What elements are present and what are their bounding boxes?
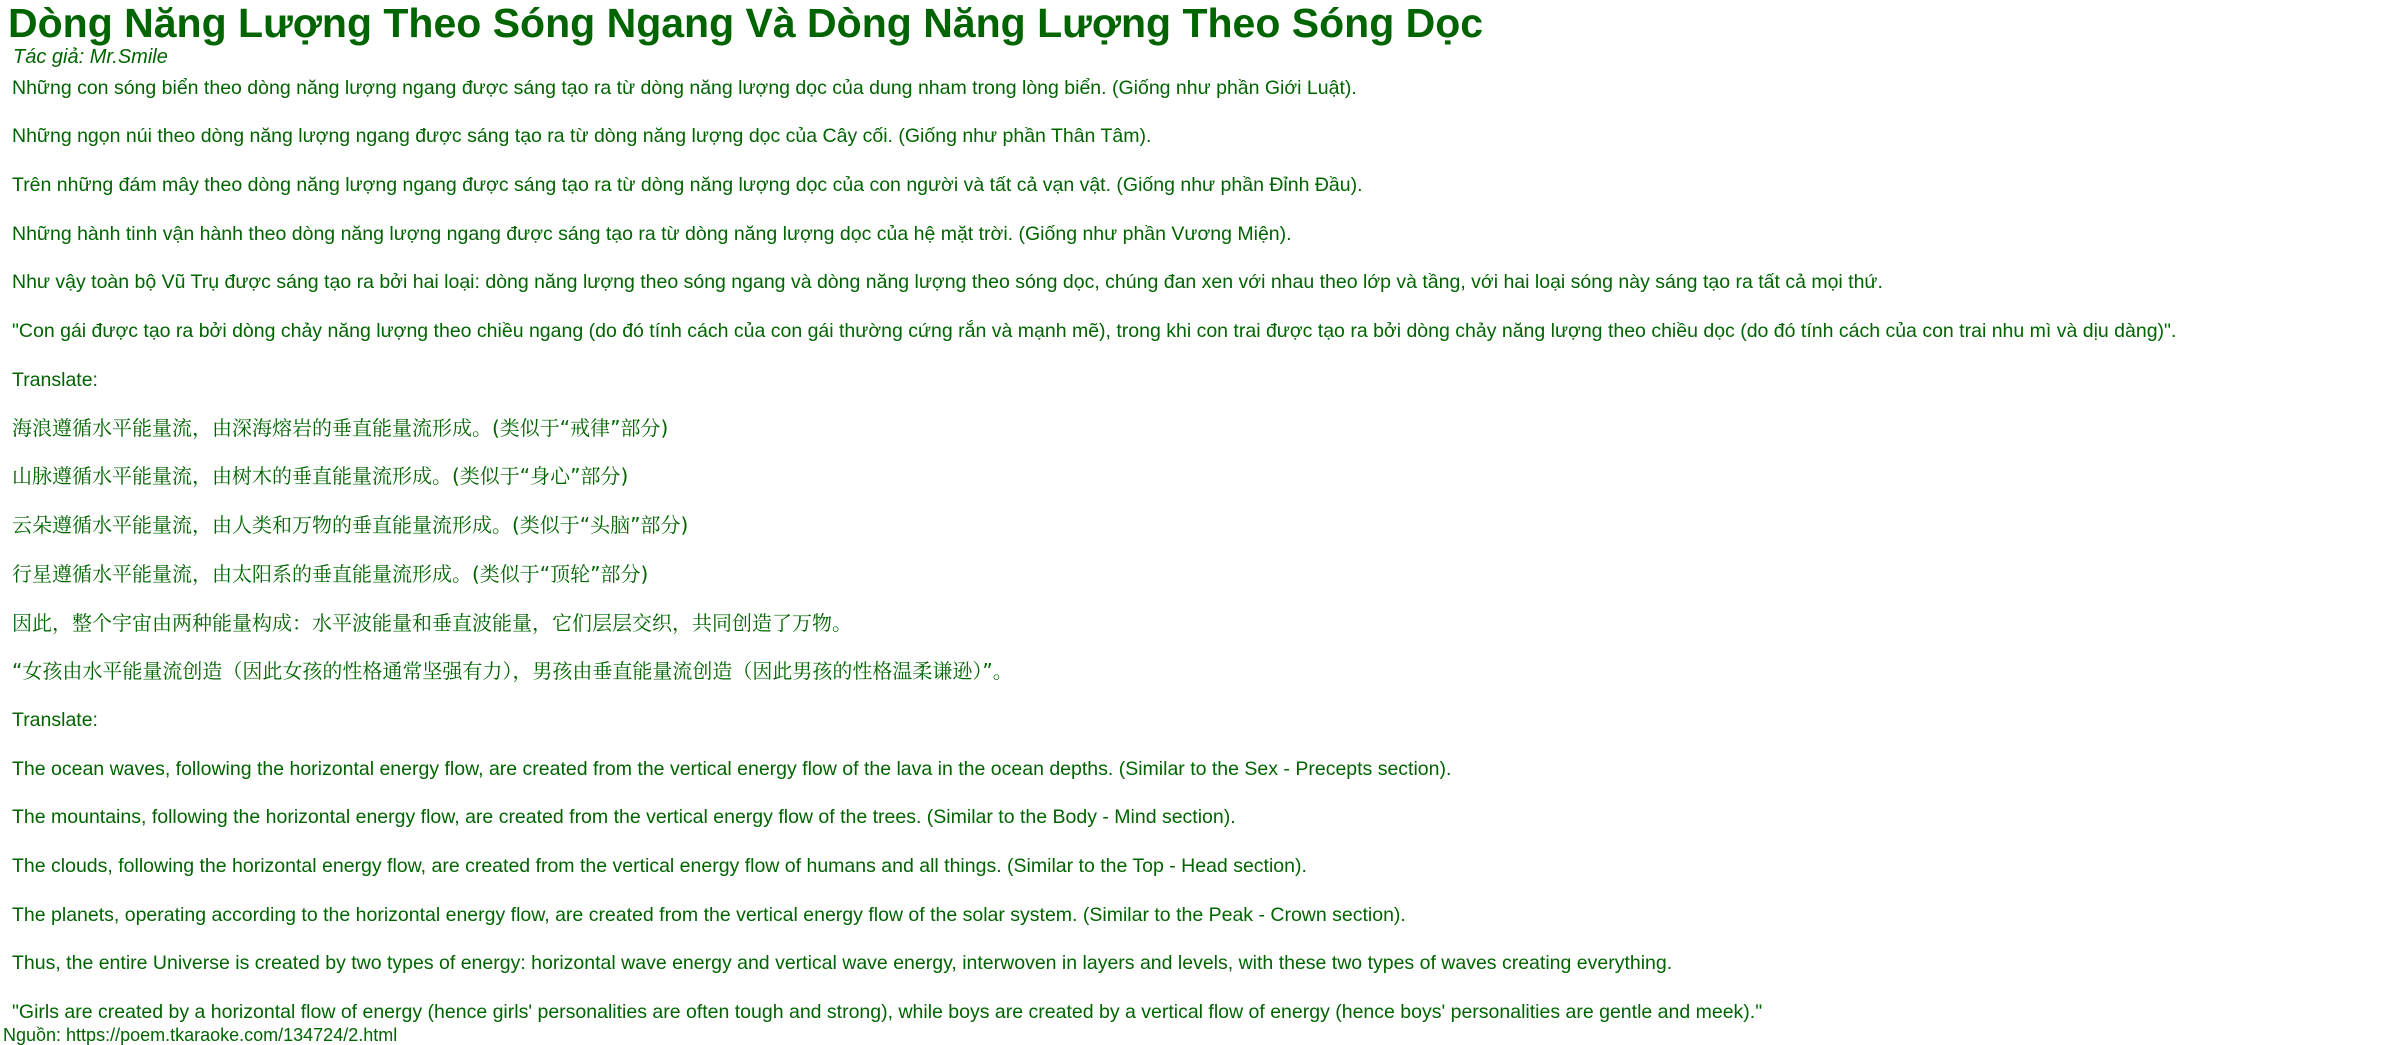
- paragraph-en-2: The mountains, following the horizontal energy flow, are created from the vertical energy flow of the trees. (Similar to the Body - Mind section).: [12, 806, 1236, 828]
- author-line: Tác giả: Mr.Smile: [13, 46, 168, 68]
- paragraph-zh-5: 因此，整个宇宙由两种能量构成：水平波能量和垂直波能量，它们层层交织，共同创造了万物。: [12, 611, 852, 635]
- paragraph-vi-5: Như vậy toàn bộ Vũ Trụ được sáng tạo ra bởi hai loại: dòng năng lượng theo sóng ngang và dòng năng lượng theo sóng dọc, chúng đan xen với nhau theo lớp và tầng, với hai loại sóng này sáng tạo ra tất cả mọi thứ.: [12, 271, 1883, 293]
- paragraph-vi-3: Trên những đám mây theo dòng năng lượng ngang được sáng tạo ra từ dòng năng lượng dọc của con người và tất cả vạn vật. (Giống như phần Đỉnh Đầu).: [12, 174, 1363, 196]
- paragraph-en-1: The ocean waves, following the horizontal energy flow, are created from the vertical energy flow of the lava in the ocean depths. (Similar to the Sex - Precepts section).: [12, 758, 1452, 780]
- translate-label-2: Translate:: [12, 709, 98, 731]
- paragraph-zh-6: “女孩由水平能量流创造（因此女孩的性格通常坚强有力），男孩由垂直能量流创造（因此男孩的性格温柔谦逊）”。: [12, 659, 1013, 683]
- paragraph-en-3: The clouds, following the horizontal energy flow, are created from the vertical energy flow of humans and all things. (Similar to the Top - Head section).: [12, 855, 1307, 877]
- paragraph-zh-4: 行星遵循水平能量流，由太阳系的垂直能量流形成。(类似于“顶轮”部分): [12, 562, 649, 586]
- paragraph-en-5: Thus, the entire Universe is created by two types of energy: horizontal wave energy and vertical wave energy, interwoven in layers and levels, with these two types of waves creating everything.: [12, 952, 1673, 974]
- paragraph-vi-1: Những con sóng biển theo dòng năng lượng ngang được sáng tạo ra từ dòng năng lượng dọc của dung nham trong lòng biển. (Giống như phần Giới Luật).: [12, 77, 1357, 99]
- paragraph-zh-1: 海浪遵循水平能量流，由深海熔岩的垂直能量流形成。(类似于“戒律”部分): [12, 416, 669, 440]
- paragraph-vi-6: "Con gái được tạo ra bởi dòng chảy năng lượng theo chiều ngang (do đó tính cách của con gái thường cứng rắn và mạnh mẽ), trong khi con trai được tạo ra bởi dòng chảy năng lượng theo chiều dọc (do đó tính cách của con trai nhu mì và dịu dàng)".: [12, 320, 2177, 342]
- paragraph-en-6: "Girls are created by a horizontal flow of energy (hence girls' personalities are often tough and strong), while boys are created by a vertical flow of energy (hence boys' personalities are gentle and meek).": [12, 1001, 1763, 1023]
- page-title: Dòng Năng Lượng Theo Sóng Ngang Và Dòng Năng Lượng Theo Sóng Dọc: [8, 0, 1484, 46]
- translate-label-1: Translate:: [12, 369, 98, 391]
- source-link: Nguồn: https://poem.tkaraoke.com/134724/2.html: [3, 1025, 398, 1045]
- paragraph-zh-2: 山脉遵循水平能量流，由树木的垂直能量流形成。(类似于“身心”部分): [12, 464, 629, 488]
- paragraph-en-4: The planets, operating according to the horizontal energy flow, are created from the vertical energy flow of the solar system. (Similar to the Peak - Crown section).: [12, 904, 1406, 926]
- paragraph-zh-3: 云朵遵循水平能量流，由人类和万物的垂直能量流形成。(类似于“头脑”部分): [12, 513, 689, 537]
- paragraph-vi-4: Những hành tinh vận hành theo dòng năng lượng ngang được sáng tạo ra từ dòng năng lượng dọc của hệ mặt trời. (Giống như phần Vương Miện).: [12, 223, 1292, 245]
- paragraph-vi-2: Những ngọn núi theo dòng năng lượng ngang được sáng tạo ra từ dòng năng lượng dọc của Cây cối. (Giống như phần Thân Tâm).: [12, 125, 1152, 147]
